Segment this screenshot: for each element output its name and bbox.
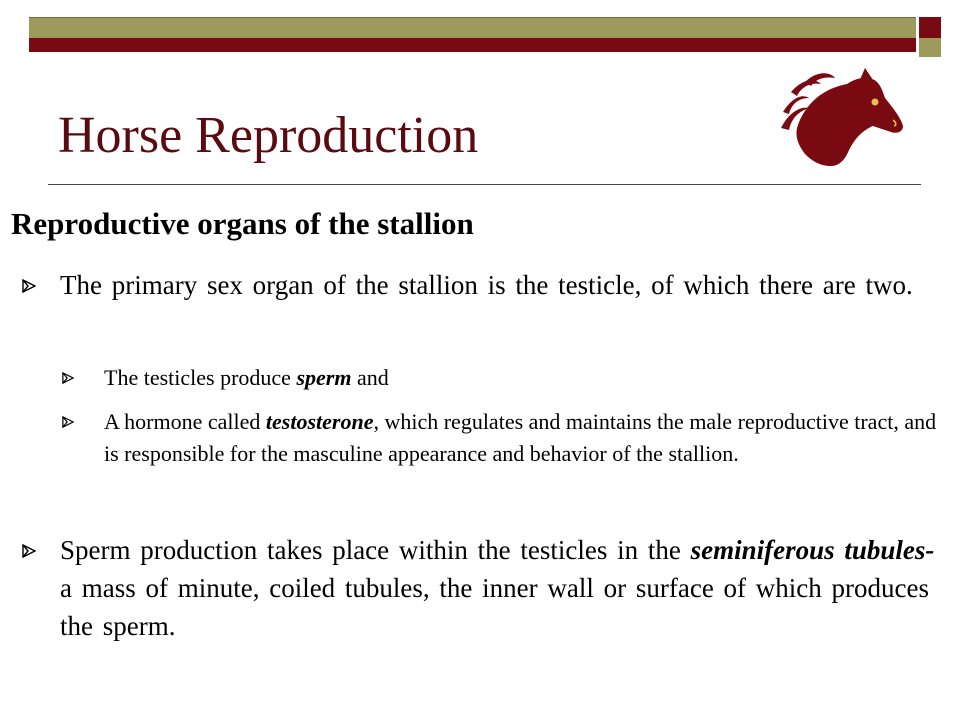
sub-bullet-text xyxy=(104,406,952,470)
sub-bullet-text xyxy=(104,362,952,394)
header-bar-maroon xyxy=(29,38,916,52)
text-prefix: A hormone called xyxy=(104,409,266,434)
slide-title: Horse Reproduction xyxy=(58,107,479,164)
slide-subheading: Reproductive organs of the stallion xyxy=(11,206,474,241)
arrow-bullet-icon xyxy=(62,372,74,384)
emphasis-term: seminiferous tubules- xyxy=(690,535,935,565)
text-suffix: and xyxy=(351,365,389,390)
horse-head-icon xyxy=(775,68,905,168)
bullet-sperm-production xyxy=(22,531,942,645)
corner-square-olive xyxy=(919,38,941,57)
emphasis-term: sperm xyxy=(296,365,352,390)
arrow-bullet-icon xyxy=(22,279,36,293)
text-suffix: a mass of minute, coiled tubules, the inner wall or surface of which produces the sperm. xyxy=(60,573,929,641)
emphasis-term: testosterone xyxy=(265,409,374,434)
arrow-bullet-icon xyxy=(62,416,74,428)
text-prefix: The testicles produce xyxy=(104,365,297,390)
corner-square-maroon xyxy=(919,17,941,38)
arrow-bullet-icon xyxy=(22,544,36,558)
title-divider xyxy=(48,184,921,185)
bullet-text: The primary sex organ of the stallion is the testicle, of which there are two. xyxy=(60,270,913,300)
header-bar-olive xyxy=(29,17,916,39)
text-suffix: , which regulates and maintains the male reproductive tract, and is responsible for the masculine appearance and behavior of the stallion. xyxy=(104,409,937,466)
bullet-text xyxy=(60,531,942,645)
sub-bullet-testicles-produce xyxy=(62,362,952,394)
bullet-primary-sex-organ xyxy=(22,266,942,304)
sub-bullet-testosterone xyxy=(62,406,952,470)
text-prefix: Sperm production takes place within the testicles in the xyxy=(60,535,691,565)
